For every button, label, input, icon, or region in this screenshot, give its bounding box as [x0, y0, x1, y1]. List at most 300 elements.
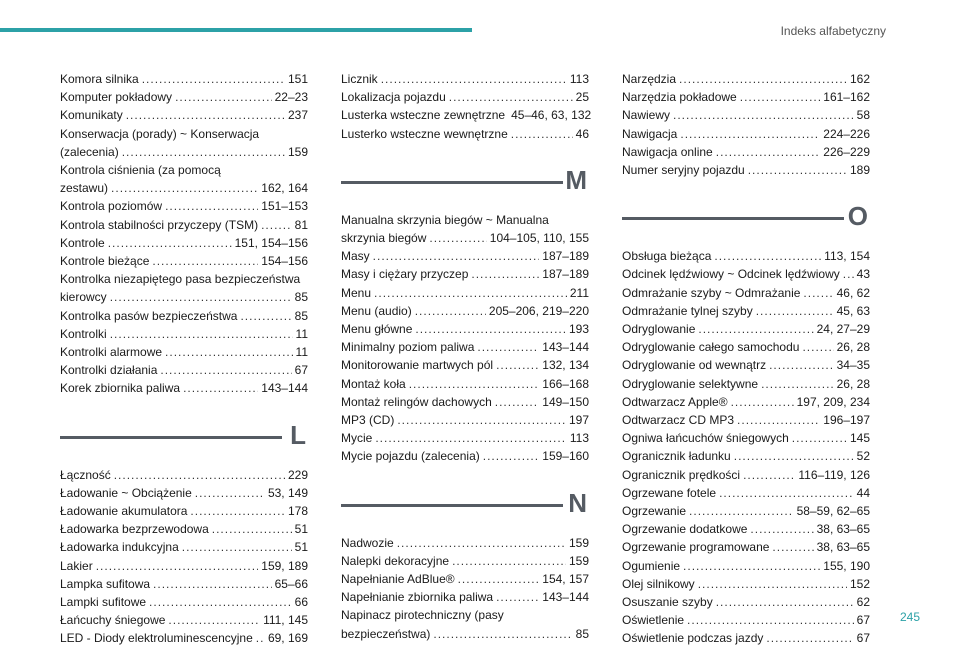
page-header-title: Indeks alfabetyczny — [780, 24, 886, 38]
index-entry-term: zestawu) — [60, 181, 109, 196]
index-entry-term: Ogrzewanie dodatkowe — [622, 522, 748, 537]
dot-leader — [772, 538, 813, 556]
index-entry-term: LED - Diody elektroluminescencyjne — [60, 631, 253, 646]
index-entry-term: Ogrzewanie programowane — [622, 540, 770, 555]
index-entry-term: Napełnianie zbiornika paliwa — [341, 590, 494, 605]
index-entry-term: (zalecenia) — [60, 144, 119, 159]
index-entry-pages: 104–105, 110, 155 — [489, 231, 589, 246]
index-entry-pages: 205–206, 219–220 — [488, 303, 589, 318]
index-entry-term: Lusterka wsteczne zewnętrzne — [341, 108, 506, 123]
dot-leader — [149, 593, 292, 611]
index-entry-pages: 62 — [856, 595, 870, 610]
index-entry-term: Masy — [341, 249, 370, 264]
index-entry-pages: 11 — [295, 326, 308, 341]
index-column-2 — [341, 70, 592, 643]
index-entry-pages: 43 — [856, 267, 870, 282]
index-entry — [622, 429, 870, 447]
index-entry-pages: 151 — [287, 72, 308, 86]
index-entry-term: Monitorowanie martwych pól — [341, 358, 494, 373]
section-letter: L — [290, 419, 306, 450]
index-entry — [60, 575, 308, 593]
index-entry-term: Kontrolka pasów bezpieczeństwa — [60, 308, 238, 323]
index-entry-term: Łańcuchy śniegowe — [60, 613, 166, 628]
index-entry-term: Ogranicznik ładunku — [622, 449, 731, 464]
dot-leader — [183, 379, 258, 397]
dot-leader — [114, 466, 285, 484]
index-entry — [341, 70, 589, 88]
index-entry — [60, 538, 308, 556]
index-entry-pages: 154, 157 — [542, 572, 589, 587]
dot-leader — [483, 447, 540, 465]
index-entry-pages: 166–168 — [542, 376, 589, 391]
index-entry-pages: 45–46, 63, 132 — [511, 108, 592, 123]
index-entry-term: Ogrzewane fotele — [622, 485, 717, 500]
dot-leader — [96, 557, 259, 575]
index-entry-pages: 159 — [287, 144, 308, 159]
index-entry-pages: 58 — [856, 108, 870, 123]
dot-leader — [195, 484, 265, 502]
dot-leader — [756, 302, 834, 320]
index-entry-pages: 46, 62 — [836, 285, 870, 300]
index-entry-pages: 229 — [287, 467, 308, 482]
index-entry — [622, 557, 870, 575]
index-entry-term: Olej silnikowy — [622, 576, 695, 591]
index-entry-pages: 26, 28 — [836, 376, 870, 391]
index-entry-pages: 51 — [294, 522, 308, 537]
index-entry-term: Mycie pojazdu (zalecenia) — [341, 449, 480, 464]
index-entry-pages: 162 — [849, 72, 870, 86]
index-entry — [60, 70, 308, 88]
index-entry-term: Ogniwa łańcuchów śniegowych — [622, 431, 789, 446]
dot-leader — [142, 70, 285, 88]
index-entry — [341, 229, 589, 247]
index-entry-line: Kontrolka niezapiętego pasa bezpieczeństwa — [60, 272, 301, 287]
index-entry — [622, 356, 870, 374]
index-entry — [622, 302, 870, 320]
index-entry-pages: 85 — [294, 308, 308, 323]
dot-leader — [240, 307, 291, 325]
index-entry-term: Kontrolki działania — [60, 363, 158, 378]
index-entry-term: Lakier — [60, 558, 93, 573]
dot-leader — [766, 629, 853, 647]
index-entry-term: Narzędzia — [622, 72, 677, 86]
index-entry — [341, 320, 589, 338]
dot-leader — [415, 320, 566, 338]
index-entry-term: MP3 (CD) — [341, 413, 395, 428]
dot-leader — [110, 325, 293, 343]
index-entry — [622, 575, 870, 593]
dot-leader — [495, 393, 540, 411]
index-entry-term: Odmrażanie tylnej szyby — [622, 303, 753, 318]
index-entry-pages: 154–156 — [261, 254, 308, 269]
index-entry-term: Ogrzewanie — [622, 504, 687, 519]
dot-leader — [680, 125, 820, 143]
index-entry — [341, 393, 589, 411]
index-entry-term: Ładowanie akumulatora — [60, 504, 188, 519]
index-entry-term: Korek zbiornika paliwa — [60, 381, 181, 396]
dot-leader — [122, 143, 285, 161]
section-letter: O — [847, 201, 868, 232]
dot-leader — [471, 265, 539, 283]
index-entry-pages: 197, 209, 234 — [796, 394, 870, 409]
index-entry-term: Oświetlenie — [622, 613, 685, 628]
index-entry — [622, 284, 870, 302]
index-entry — [60, 502, 308, 520]
index-entry — [341, 88, 589, 106]
dot-leader — [698, 320, 813, 338]
index-entry — [341, 125, 589, 143]
index-entry-pages: 34–35 — [836, 358, 870, 373]
index-entry-pages: 197 — [568, 413, 589, 428]
dot-leader — [110, 288, 292, 306]
index-entry-pages: 237 — [287, 108, 308, 123]
dot-leader — [769, 356, 834, 374]
index-entry-pages: 178 — [287, 504, 308, 519]
dot-leader — [679, 70, 847, 88]
index-entry — [341, 588, 589, 606]
index-entry — [60, 88, 308, 106]
dot-leader — [731, 393, 794, 411]
index-entry-pages: 193 — [568, 322, 589, 337]
index-entry-term: Kontrolki — [60, 326, 107, 341]
index-entry — [341, 534, 589, 552]
index-entry-term: Nawiewy — [622, 108, 671, 123]
index-entry-pages: 85 — [575, 626, 589, 641]
index-entry-term: Lokalizacja pojazdu — [341, 90, 446, 105]
index-entry-pages: 11 — [295, 345, 308, 360]
index-entry — [622, 143, 870, 161]
index-entry-pages: 143–144 — [261, 381, 308, 396]
index-entry-term: Mycie — [341, 431, 373, 446]
index-entry — [341, 625, 589, 643]
index-entry-pages: 113 — [569, 431, 589, 446]
dot-leader — [165, 343, 292, 361]
index-entry-pages: 116–119, 126 — [798, 467, 870, 482]
index-entry-term: Nawigacja — [622, 126, 678, 141]
index-entry-pages: 46 — [575, 126, 589, 141]
index-entry-pages: 22–23 — [274, 90, 308, 105]
dot-leader — [190, 502, 285, 520]
index-entry-pages: 196–197 — [823, 413, 870, 428]
index-entry — [622, 411, 870, 429]
index-entry-pages: 85 — [294, 290, 308, 305]
index-entry-term: bezpieczeństwa) — [341, 626, 431, 641]
index-entry-term: Odryglowanie całego samochodu — [622, 340, 800, 355]
dot-leader — [152, 252, 258, 270]
index-entry-term: Odryglowanie od wewnątrz — [622, 358, 767, 373]
dot-leader — [160, 361, 291, 379]
index-entry-pages: 152 — [849, 576, 870, 591]
index-entry-term: Nadwozie — [341, 535, 394, 550]
index-entry-pages: 38, 63–65 — [816, 540, 870, 555]
dot-leader — [212, 520, 292, 538]
index-column-3 — [622, 70, 870, 648]
index-entry-pages: 161–162 — [823, 90, 870, 105]
index-entry-term: Ogumienie — [622, 558, 681, 573]
index-entry-line: Napinacz pirotechniczny (pasy — [341, 608, 504, 623]
dot-leader — [449, 88, 573, 106]
index-entry — [622, 161, 870, 179]
index-entry — [60, 557, 308, 575]
index-entry-term: Licznik — [341, 72, 378, 86]
index-entry — [60, 252, 308, 270]
dot-leader — [111, 179, 258, 197]
index-entry-pages: 162, 164 — [261, 181, 308, 196]
index-entry-term: skrzynia biegów — [341, 231, 427, 246]
index-entry — [622, 247, 870, 265]
index-entry-term: Odryglowanie — [622, 322, 696, 337]
index-entry — [60, 629, 308, 647]
index-entry-pages: 211 — [569, 285, 589, 300]
dot-leader — [761, 375, 834, 393]
index-entry — [622, 338, 870, 356]
index-entry — [622, 502, 870, 520]
index-entry — [60, 593, 308, 611]
index-entry — [341, 106, 592, 124]
index-entry-pages: 224–226 — [823, 126, 870, 141]
index-entry — [60, 484, 308, 502]
index-entry-term: Nalepki dekoracyjne — [341, 553, 450, 568]
index-entry-term: Lusterko wsteczne wewnętrzne — [341, 126, 508, 141]
dot-leader — [748, 161, 847, 179]
dot-leader — [415, 302, 486, 320]
index-entry — [622, 629, 870, 647]
index-entry-pages: 155, 190 — [823, 558, 870, 573]
index-entry-term: Kontrole — [60, 235, 105, 250]
index-entry-pages: 159 — [568, 535, 589, 550]
index-entry-term: Menu główne — [341, 322, 413, 337]
page-number: 245 — [899, 610, 920, 624]
dot-leader — [409, 375, 540, 393]
index-entry — [60, 197, 308, 215]
index-entry-pages: 67 — [856, 613, 870, 628]
dot-leader — [429, 229, 486, 247]
index-entry — [60, 361, 308, 379]
index-entry — [60, 611, 308, 629]
dot-leader — [740, 88, 821, 106]
dot-leader — [397, 534, 566, 552]
index-entry-pages: 38, 63–65 — [816, 522, 870, 537]
index-entry-term: Menu — [341, 285, 372, 300]
index-entry — [622, 611, 870, 629]
index-entry — [60, 520, 308, 538]
index-entry — [622, 484, 870, 502]
index-entry-pages: 111, 145 — [263, 613, 308, 628]
index-entry-term: Komora silnika — [60, 72, 139, 86]
index-entry-pages: 26, 28 — [836, 340, 870, 355]
index-entry-term: Komputer pokładowy — [60, 90, 173, 105]
index-entry-term: Minimalny poziom paliwa — [341, 340, 475, 355]
index-entry-term: Kontrola stabilności przyczepy (TSM) — [60, 217, 259, 232]
dot-leader — [689, 502, 794, 520]
index-entry — [622, 265, 870, 283]
dot-leader — [843, 265, 854, 283]
dot-leader — [375, 429, 567, 447]
dot-leader — [126, 106, 285, 124]
index-entry-pages: 67 — [294, 363, 308, 378]
index-entry-term: Odryglowanie selektywne — [622, 376, 759, 391]
dot-leader — [750, 520, 813, 538]
dot-leader — [687, 611, 854, 629]
index-entry-pages: 53, 149 — [267, 485, 308, 500]
dot-leader — [153, 575, 272, 593]
index-entry — [622, 393, 870, 411]
index-entry — [341, 302, 589, 320]
index-entry-term: Montaż koła — [341, 376, 406, 391]
index-entry-term: Napełnianie AdBlue® — [341, 572, 455, 587]
index-entry-pages: 149–150 — [542, 394, 589, 409]
index-entry — [341, 552, 589, 570]
index-entry — [341, 247, 589, 265]
index-entry — [622, 538, 870, 556]
index-entry-pages: 25 — [575, 90, 589, 105]
index-entry-line: Manualna skrzynia biegów ~ Manualna — [341, 212, 549, 227]
index-entry-pages: 143–144 — [542, 590, 589, 605]
index-entry — [341, 265, 589, 283]
index-entry — [341, 338, 589, 356]
index-entry — [60, 288, 308, 306]
index-entry-pages: 159 — [568, 553, 589, 568]
index-entry — [60, 343, 308, 361]
index-entry-pages: 24, 27–29 — [816, 322, 870, 337]
index-entry-pages: 151–153 — [261, 199, 308, 214]
index-entry-term: Ogranicznik prędkości — [622, 467, 741, 482]
index-entry-term: Kontrolki alarmowe — [60, 345, 163, 360]
section-letter: M — [565, 164, 587, 195]
index-entry — [341, 429, 589, 447]
dot-leader — [108, 234, 232, 252]
index-entry — [341, 356, 589, 374]
section-rule — [341, 181, 563, 184]
dot-leader — [802, 338, 833, 356]
dot-leader — [175, 88, 272, 106]
section-heading — [622, 199, 870, 239]
index-entry-term: Menu (audio) — [341, 303, 412, 318]
dot-leader — [743, 466, 795, 484]
dot-leader — [803, 284, 833, 302]
index-entry-term: Odtwarzacz Apple® — [622, 394, 728, 409]
index-entry-pages: 67 — [856, 631, 870, 646]
dot-leader — [165, 197, 258, 215]
section-letter: N — [568, 487, 587, 518]
index-entry — [60, 216, 308, 234]
index-entry-pages: 151, 154–156 — [234, 235, 308, 250]
index-entry-term: Ładowarka bezprzewodowa — [60, 522, 209, 537]
dot-leader — [714, 247, 821, 265]
section-heading — [60, 418, 308, 458]
index-entry-term: Odcinek lędźwiowy ~ Odcinek lędźwiowy — [622, 267, 840, 282]
index-entry-pages: 113, 154 — [824, 249, 870, 264]
index-entry — [341, 411, 589, 429]
index-entry-term: Lampka sufitowa — [60, 576, 151, 591]
index-entry — [622, 466, 870, 484]
index-entry-pages: 159–160 — [542, 449, 589, 464]
index-entry-term: Montaż relingów dachowych — [341, 394, 492, 409]
index-entry-term: Obsługa bieżąca — [622, 249, 712, 264]
index-entry-term: Kontrola poziomów — [60, 199, 163, 214]
index-entry — [60, 307, 308, 325]
index-entry-term: Kontrole bieżące — [60, 254, 150, 269]
dot-leader — [374, 284, 567, 302]
index-entry-pages: 113 — [569, 72, 589, 86]
index-entry — [341, 375, 589, 393]
dot-leader — [452, 552, 566, 570]
index-entry — [60, 379, 308, 397]
index-entry-pages: 66 — [294, 595, 308, 610]
index-entry — [622, 320, 870, 338]
index-entry-term: Nawigacja online — [622, 144, 713, 159]
dot-leader — [458, 570, 540, 588]
index-entry-term: Osuszanie szyby — [622, 595, 713, 610]
index-entry-pages: 52 — [856, 449, 870, 464]
index-entry — [622, 70, 870, 88]
dot-leader — [511, 125, 573, 143]
index-entry — [341, 447, 589, 465]
index-entry — [622, 375, 870, 393]
index-entry — [622, 447, 870, 465]
index-entry-pages: 145 — [849, 431, 870, 446]
index-entry — [341, 570, 589, 588]
dot-leader — [182, 538, 292, 556]
section-heading — [341, 163, 589, 203]
index-entry-line: Kontrola ciśnienia (za pomocą — [60, 163, 221, 178]
dot-leader — [792, 429, 847, 447]
index-entry-term: Ładowanie ~ Obciążenie — [60, 485, 192, 500]
dot-leader — [496, 588, 539, 606]
index-entry-term: Oświetlenie podczas jazdy — [622, 631, 764, 646]
dot-leader — [477, 338, 539, 356]
index-entry-pages: 51 — [294, 540, 308, 555]
dot-leader — [683, 557, 820, 575]
index-entry-pages: 226–229 — [823, 144, 870, 159]
dot-leader — [168, 611, 260, 629]
dot-leader — [716, 143, 821, 161]
index-entry-term: Masy i ciężary przyczep — [341, 267, 469, 282]
index-entry-term: Ładowarka indukcyjna — [60, 540, 179, 555]
index-entry-pages: 44 — [856, 485, 870, 500]
index-entry — [341, 284, 589, 302]
index-entry — [622, 125, 870, 143]
index-entry — [60, 143, 308, 161]
section-rule — [622, 217, 844, 220]
index-entry — [622, 106, 870, 124]
index-entry-line: Konserwacja (porady) ~ Konserwacja — [60, 126, 260, 141]
index-entry-pages: 45, 63 — [836, 303, 870, 318]
index-entry — [622, 88, 870, 106]
index-entry — [622, 593, 870, 611]
index-entry-pages: 81 — [294, 217, 308, 232]
dot-leader — [698, 575, 847, 593]
index-entry-pages: 65–66 — [274, 576, 308, 591]
index-entry-pages: 132, 134 — [542, 358, 589, 373]
index-entry — [60, 179, 308, 197]
index-entry-pages: 58–59, 62–65 — [796, 504, 870, 519]
dot-leader — [737, 411, 820, 429]
index-entry-pages: 189 — [849, 163, 870, 178]
index-entry — [622, 520, 870, 538]
index-entry-term: Komunikaty — [60, 108, 123, 123]
header-accent-bar — [0, 28, 472, 32]
index-entry — [60, 234, 308, 252]
index-entry-term: Numer seryjny pojazdu — [622, 163, 745, 178]
dot-leader — [256, 629, 265, 647]
index-entry-term: kierowcy — [60, 290, 107, 305]
index-entry-pages: 69, 169 — [267, 631, 308, 646]
index-entry-term: Narzędzia pokładowe — [622, 90, 737, 105]
index-entry-pages: 143–144 — [542, 340, 589, 355]
index-column-1 — [60, 70, 308, 648]
dot-leader — [381, 70, 567, 88]
